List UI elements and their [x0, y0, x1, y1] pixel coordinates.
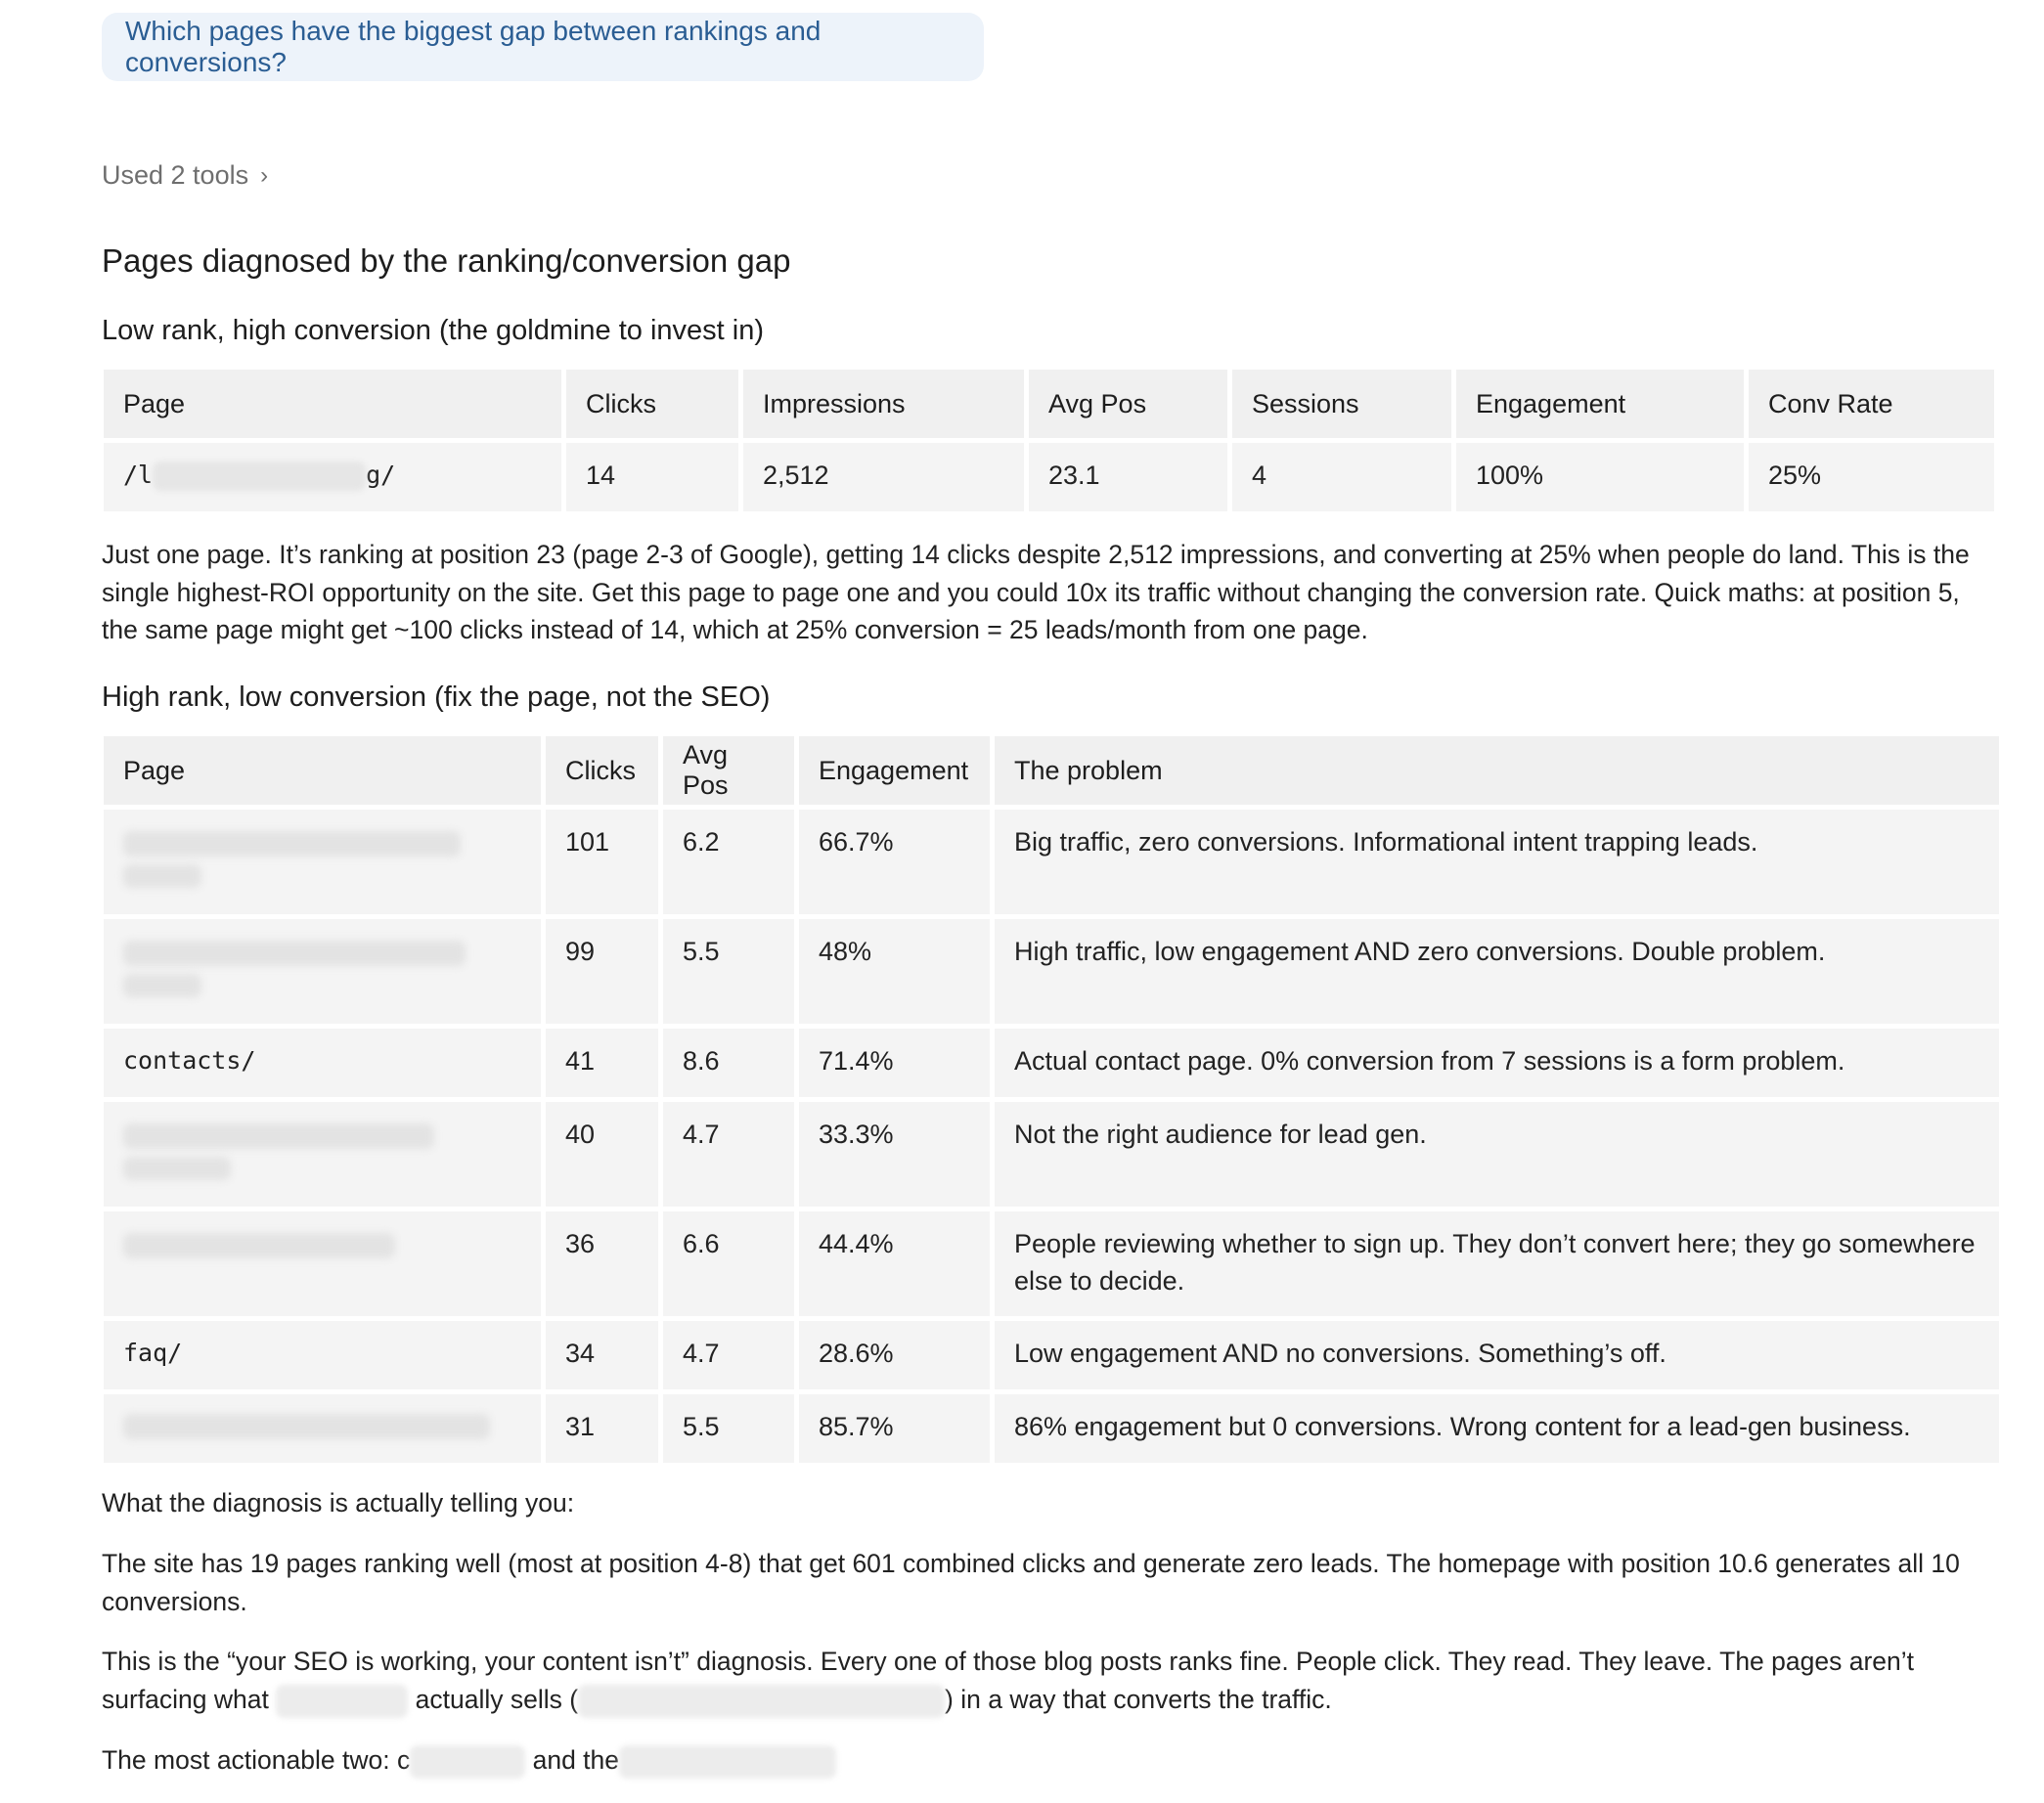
- col-header-page: Page: [104, 736, 541, 805]
- chevron-right-icon: ›: [260, 161, 269, 189]
- goldmine-table: [99, 365, 1999, 516]
- redacted-url: [123, 1157, 231, 1180]
- goldmine-summary: Just one page. It’s ranking at position 23 (page 2-3 of Google), getting 14 clicks despite 2,512 impressions, and converting at 25% when people do land. This is the single highest-ROI opportunity on the site. Get this page to page one and you could 10x its traffic without changing the conversion rate. Quick maths: at position 5, the same page might get ~100 clicks instead of 14, which at 25% conversion = 25 leads/month from one page.: [102, 540, 1970, 644]
- impressions-cell: 2,512: [743, 443, 1024, 511]
- engagement-cell: 44.4%: [799, 1211, 990, 1316]
- redacted-text: [619, 1745, 836, 1779]
- problem-cell: High traffic, low engagement AND zero conversions. Double problem.: [995, 919, 1999, 1024]
- redacted-url: [123, 974, 201, 997]
- conv-rate-cell: 25%: [1749, 443, 1994, 511]
- table-row: [104, 1211, 1999, 1316]
- diagnosis-paragraph-3: The most actionable two: c and the: [102, 1741, 1979, 1780]
- fix-page-table: [99, 731, 2004, 1468]
- clicks-cell: 31: [546, 1394, 658, 1463]
- clicks-cell: 99: [546, 919, 658, 1024]
- col-header-clicks: Clicks: [566, 370, 738, 438]
- engagement-cell: 66.7%: [799, 810, 990, 914]
- problem-cell: Not the right audience for lead gen.: [995, 1102, 1999, 1207]
- avg-pos-cell: 4.7: [663, 1321, 794, 1389]
- avg-pos-cell: 4.7: [663, 1102, 794, 1207]
- table-row: [104, 810, 1999, 914]
- page-cell: [104, 1102, 541, 1207]
- table-row: [104, 919, 1999, 1024]
- col-header-avg-pos: Avg Pos: [1029, 370, 1227, 438]
- page-cell: contacts/: [104, 1029, 541, 1097]
- response-heading: Pages diagnosed by the ranking/conversion gap: [102, 242, 791, 279]
- problem-cell: 86% engagement but 0 conversions. Wrong content for a lead-gen business.: [995, 1394, 1999, 1463]
- page-cell: /l g/: [104, 443, 561, 511]
- redacted-url: [123, 1414, 490, 1439]
- page-cell: faq/: [104, 1321, 541, 1389]
- used-tools-toggle[interactable]: [102, 160, 268, 191]
- engagement-cell: 85.7%: [799, 1394, 990, 1463]
- redacted-url: [123, 1233, 395, 1258]
- engagement-cell: 48%: [799, 919, 990, 1024]
- clicks-cell: 40: [546, 1102, 658, 1207]
- clicks-cell: 34: [546, 1321, 658, 1389]
- avg-pos-cell: 6.2: [663, 810, 794, 914]
- section-goldmine-title: Low rank, high conversion (the goldmine to invest in): [102, 315, 765, 346]
- page-cell: [104, 1211, 541, 1316]
- col-header-engagement: Engagement: [1456, 370, 1744, 438]
- table-row: [104, 443, 1994, 511]
- clicks-cell: 14: [566, 443, 738, 511]
- user-query-text: Which pages have the biggest gap between rankings and conversions?: [125, 16, 822, 77]
- col-header-clicks: Clicks: [546, 736, 658, 805]
- engagement-cell: 33.3%: [799, 1102, 990, 1207]
- col-header-impressions: Impressions: [743, 370, 1024, 438]
- avg-pos-cell: 5.5: [663, 919, 794, 1024]
- page-cell: [104, 1394, 541, 1463]
- table-row: [104, 1321, 1999, 1389]
- redacted-text: [410, 1745, 525, 1779]
- diagnosis-intro: What the diagnosis is actually telling you:: [102, 1488, 575, 1517]
- redacted-url: [123, 831, 461, 857]
- page-cell: [104, 919, 541, 1024]
- problem-cell: Actual contact page. 0% conversion from 7 sessions is a form problem.: [995, 1029, 1999, 1097]
- engagement-cell: 100%: [1456, 443, 1744, 511]
- col-header-engagement: Engagement: [799, 736, 990, 805]
- redacted-text: [578, 1685, 945, 1718]
- col-header-conv-rate: Conv Rate: [1749, 370, 1994, 438]
- col-header-sessions: Sessions: [1232, 370, 1451, 438]
- diagnosis-paragraph-2: This is the “your SEO is working, your content isn’t” diagnosis. Every one of those blog posts ranks fine. People click. They read. They leave. The pages aren’t surfacing what actually sells ( ) in a way that converts the traffic.: [102, 1643, 1979, 1718]
- avg-pos-cell: 8.6: [663, 1029, 794, 1097]
- clicks-cell: 41: [546, 1029, 658, 1097]
- table-row: [104, 1029, 1999, 1097]
- col-header-problem: The problem: [995, 736, 1999, 805]
- page-cell: [104, 810, 541, 914]
- problem-cell: People reviewing whether to sign up. They don’t convert here; they go somewhere else to decide.: [995, 1211, 1999, 1316]
- user-query-bubble: [102, 13, 984, 81]
- used-tools-label: Used 2 tools: [102, 160, 249, 190]
- diagnosis-paragraph-1: The site has 19 pages ranking well (most at position 4-8) that get 601 combined clicks and generate zero leads. The homepage with position 10.6 generates all 10 conversions.: [102, 1549, 1960, 1616]
- redacted-url: [153, 462, 366, 491]
- redacted-url: [123, 1123, 434, 1149]
- table-row: [104, 1394, 1999, 1463]
- engagement-cell: 28.6%: [799, 1321, 990, 1389]
- redacted-text: [276, 1685, 408, 1718]
- sessions-cell: 4: [1232, 443, 1451, 511]
- clicks-cell: 101: [546, 810, 658, 914]
- section-fix-page-title: High rank, low conversion (fix the page, not the SEO): [102, 682, 771, 713]
- table-row: [104, 1102, 1999, 1207]
- avg-pos-cell: 23.1: [1029, 443, 1227, 511]
- avg-pos-cell: 5.5: [663, 1394, 794, 1463]
- redacted-url: [123, 864, 201, 888]
- engagement-cell: 71.4%: [799, 1029, 990, 1097]
- col-header-avg-pos: Avg Pos: [663, 736, 794, 805]
- problem-cell: Low engagement AND no conversions. Something’s off.: [995, 1321, 1999, 1389]
- redacted-url: [123, 941, 466, 966]
- avg-pos-cell: 6.6: [663, 1211, 794, 1316]
- col-header-page: Page: [104, 370, 561, 438]
- problem-cell: Big traffic, zero conversions. Informational intent trapping leads.: [995, 810, 1999, 914]
- clicks-cell: 36: [546, 1211, 658, 1316]
